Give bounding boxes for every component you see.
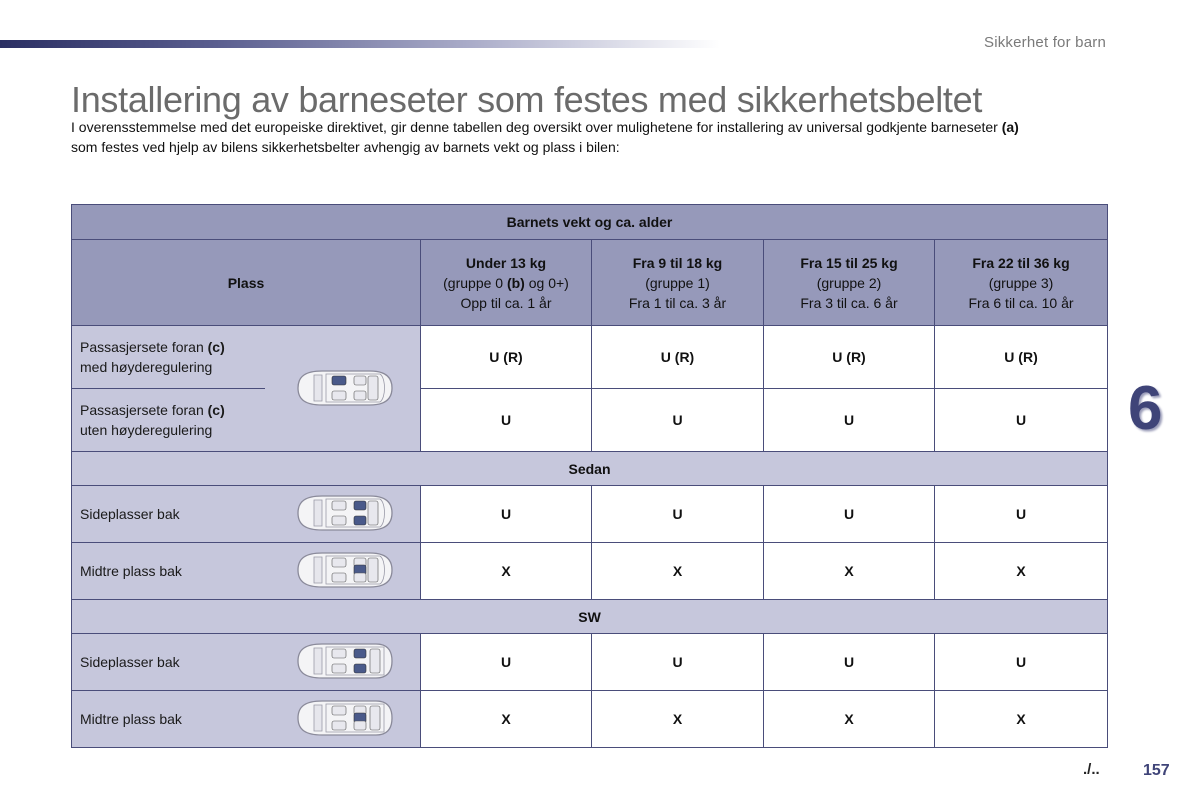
car-top-view-rear-middle-icon [292, 698, 396, 741]
column-age: Fra 6 til ca. 10 år [968, 294, 1074, 311]
cell-value: U [592, 634, 764, 691]
intro-line-2: som festes ved hjelp av bilens sikkerhetsbelter avhengig av barnets vekt og plass i bilen: [71, 139, 620, 155]
cell-value: U (R) [421, 326, 592, 389]
column-header [764, 240, 935, 326]
child-seat-table [71, 204, 1108, 748]
column-group: (gruppe 2) [816, 274, 882, 291]
front-without-height-label: Passasjersete foran (c) uten høyderegulering [80, 402, 225, 438]
cell-value: X [592, 691, 764, 748]
column-age: Opp til ca. 1 år [460, 294, 552, 311]
section-title: Sikkerhet for barn [984, 34, 1106, 51]
column-header [592, 240, 764, 326]
cell-value: X [764, 543, 935, 600]
cell-value: U [935, 634, 1108, 691]
car-top-view-rear-middle-icon [292, 550, 396, 593]
section-header-sedan: Sedan [72, 452, 1108, 486]
cell-value: U [421, 389, 592, 452]
column-group: (gruppe 1) [645, 274, 710, 291]
table-top-header: Barnets vekt og ca. alder [72, 205, 1108, 240]
cell-value: U [592, 486, 764, 543]
row-label-cell [72, 486, 421, 543]
row-label-cell [72, 543, 421, 600]
column-group: (gruppe 3) [988, 274, 1054, 291]
front-seat-label-cell [72, 326, 421, 452]
cell-value: U [764, 389, 935, 452]
intro-text [71, 117, 1091, 157]
column-weight: Fra 15 til 25 kg [800, 254, 898, 271]
column-header [421, 240, 592, 326]
car-top-view-rear-side-icon [292, 641, 396, 684]
column-header [935, 240, 1108, 326]
column-age: Fra 3 til ca. 6 år [800, 294, 898, 311]
cell-value: X [421, 691, 592, 748]
place-header: Plass [72, 240, 421, 326]
cell-value: X [764, 691, 935, 748]
cell-value: X [935, 691, 1108, 748]
row-label: Sideplasser bak [80, 654, 180, 670]
section-header-sw: SW [72, 600, 1108, 634]
cell-value: U [764, 486, 935, 543]
cell-value: U (R) [764, 326, 935, 389]
row-label-cell [72, 634, 421, 691]
front-with-height-label: Passasjersete foran (c) med høyderegulering [72, 326, 265, 389]
column-group: (gruppe 0 (b) og 0+) [443, 274, 569, 291]
cell-value: U [421, 634, 592, 691]
column-weight: Under 13 kg [465, 254, 547, 271]
column-weight: Fra 9 til 18 kg [632, 254, 723, 271]
cell-value: U (R) [935, 326, 1108, 389]
page-number: 157 [1143, 762, 1170, 779]
intro-line-1: I overensstemmelse med det europeiske direktivet, gir denne tabellen deg oversikt over mulighetene for installering av universal godkjente barneseter [71, 119, 1002, 135]
column-weight: Fra 22 til 36 kg [972, 254, 1070, 271]
chapter-number: 6 [1128, 374, 1163, 443]
column-age: Fra 1 til ca. 3 år [628, 294, 727, 311]
cell-value: U [421, 486, 592, 543]
cell-value: X [935, 543, 1108, 600]
continued-marker: ./.. [1083, 761, 1100, 778]
intro-ref-a: (a) [1001, 119, 1019, 135]
row-label: Midtre plass bak [80, 563, 182, 579]
cell-value: U [935, 486, 1108, 543]
cell-value: X [421, 543, 592, 600]
cell-value: U (R) [592, 326, 764, 389]
header-gradient-bar [0, 40, 720, 48]
cell-value: U [935, 389, 1108, 452]
car-top-view-rear-side-icon [292, 493, 396, 536]
cell-value: X [592, 543, 764, 600]
row-label: Sideplasser bak [80, 506, 180, 522]
page-title: Installering av barneseter som festes med sikkerhetsbeltet [71, 79, 983, 120]
cell-value: U [592, 389, 764, 452]
row-label-cell [72, 691, 421, 748]
row-label: Midtre plass bak [80, 711, 182, 727]
cell-value: U [764, 634, 935, 691]
car-top-view-front-seat-icon [292, 368, 396, 411]
